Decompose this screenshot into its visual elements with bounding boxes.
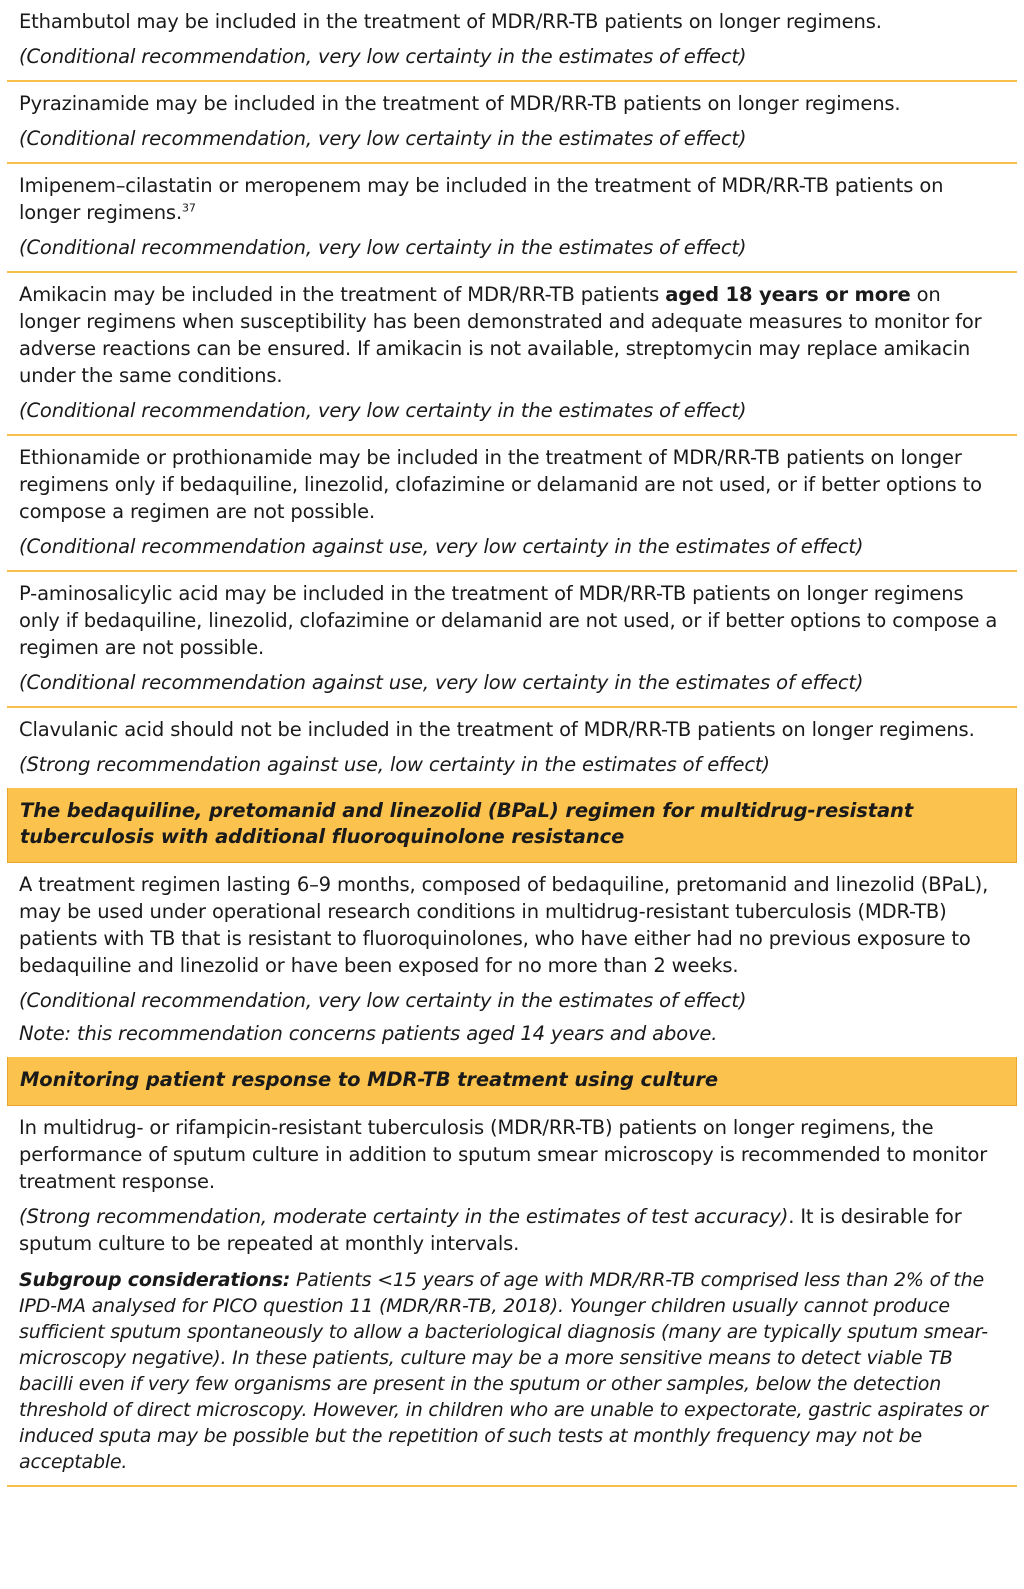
recommendation-text: P-aminosalicylic acid may be included in the treatment of MDR/RR-TB patients on longer regimens only if bedaquiline, linezolid, clofazimine or delamanid are not used, or if better options to compose a regimen are not possible. <box>19 582 998 659</box>
recommendation-rating: (Conditional recommendation, very low certainty in the estimates of effect) <box>19 399 747 422</box>
recommendation-ethionamide <box>7 436 1017 572</box>
text-part: Amikacin may be included in the treatment of MDR/RR-TB patients <box>19 283 666 306</box>
section-title: Monitoring patient response to MDR-TB treatment using culture <box>20 1068 719 1091</box>
recommendation-rating: (Conditional recommendation, very low certainty in the estimates of effect) <box>19 127 747 150</box>
section-header-monitoring <box>7 1057 1017 1106</box>
recommendation-rating: (Strong recommendation against use, low certainty in the estimates of effect) <box>19 753 770 776</box>
subgroup-label: Subgroup considerations: <box>19 1269 291 1291</box>
section-header-bpal <box>7 788 1017 863</box>
rating-rest: . It is desirable for sputum culture to be repeated at monthly intervals. <box>19 1205 962 1255</box>
subgroup-text: Patients <15 years of age with MDR/RR-TB comprised less than 2% of the IPD-MA analysed for PICO question 11 (MDR/RR-TB, 2018). Younger children usually cannot produce sufficient sputum spontaneously to allow a bacteriological diagnosis (many are typically sputum smear-microscopy negative). In these patients, culture may be a more sensitive means to detect viable TB bacilli even if very few organisms are present in the sputum or other samples, below the detection threshold of direct microscopy. However, in children who are unable to expectorate, gastric aspirates or induced sputa may be possible but the repetition of such tests at monthly frequency may not be acceptable. <box>19 1269 988 1473</box>
recommendation-rating: (Conditional recommendation against use, very low certainty in the estimates of effect) <box>19 671 864 694</box>
recommendation-text: A treatment regimen lasting 6–9 months, composed of bedaquiline, pretomanid and linezolid (BPaL), may be used under operational research conditions in multidrug-resistant tuberculosis (MDR-TB) patients with TB that is resistant to fluoroquinolones, who have either had no previous exposure to bedaquiline and linezolid or have been exposed for no more than 2 weeks. <box>19 873 989 977</box>
age-emphasis: aged 18 years or more <box>665 283 911 306</box>
recommendation-bpal <box>7 863 1017 1059</box>
recommendation-note: Note: this recommendation concerns patients aged 14 years and above. <box>19 1022 718 1045</box>
recommendation-rating <box>19 1203 1005 1257</box>
recommendation-rating: (Conditional recommendation, very low certainty in the estimates of effect) <box>19 989 747 1012</box>
recommendation-text: Pyrazinamide may be included in the treatment of MDR/RR-TB patients on longer regimens. <box>19 92 901 115</box>
recommendation-text: Ethionamide or prothionamide may be included in the treatment of MDR/RR-TB patients on longer regimens only if bedaquiline, linezolid, clofazimine or delamanid are not used, or if better options to compose a regimen are not possible. <box>19 446 982 523</box>
recommendation-monitoring <box>7 1106 1017 1487</box>
footnote-marker[interactable]: 37 <box>182 201 196 215</box>
recommendation-text-with-footnote <box>19 172 1005 226</box>
recommendation-text <box>19 281 1005 389</box>
recommendation-text: In multidrug- or rifampicin-resistant tuberculosis (MDR/RR-TB) patients on longer regimens, the performance of sputum culture in addition to sputum smear microscopy is recommended to monitor treatment response. <box>19 1116 988 1193</box>
recommendation-imipenem <box>7 164 1017 273</box>
recommendation-ethambutol <box>7 0 1017 82</box>
recommendation-rating: (Conditional recommendation, very low certainty in the estimates of effect) <box>19 236 747 259</box>
text-part: on longer regimens when susceptibility has been demonstrated and adequate measures to monitor for adverse reactions can be ensured. If amikacin is not available, streptomycin may replace amikacin under the same conditions. <box>19 283 982 387</box>
recommendations-document <box>7 0 1017 1487</box>
recommendation-rating: (Conditional recommendation, very low certainty in the estimates of effect) <box>19 45 747 68</box>
recommendation-pas <box>7 572 1017 708</box>
recommendation-text: Ethambutol may be included in the treatment of MDR/RR-TB patients on longer regimens. <box>19 10 882 33</box>
rating-italic: (Strong recommendation, moderate certainty in the estimates of test accuracy) <box>19 1205 789 1228</box>
subgroup-considerations <box>19 1267 1005 1475</box>
recommendation-amikacin <box>7 273 1017 436</box>
recommendation-rating: (Conditional recommendation against use, very low certainty in the estimates of effect) <box>19 535 864 558</box>
recommendation-pyrazinamide <box>7 82 1017 164</box>
recommendation-clavulanic-acid <box>7 708 1017 790</box>
section-title: The bedaquiline, pretomanid and linezolid (BPaL) regimen for multidrug-resistant tuberculosis with additional fluoroquinolone resistance <box>20 799 914 848</box>
recommendation-text: Clavulanic acid should not be included in the treatment of MDR/RR-TB patients on longer regimens. <box>19 718 975 741</box>
recommendation-text: Imipenem–cilastatin or meropenem may be included in the treatment of MDR/RR-TB patients on longer regimens. <box>19 174 944 224</box>
